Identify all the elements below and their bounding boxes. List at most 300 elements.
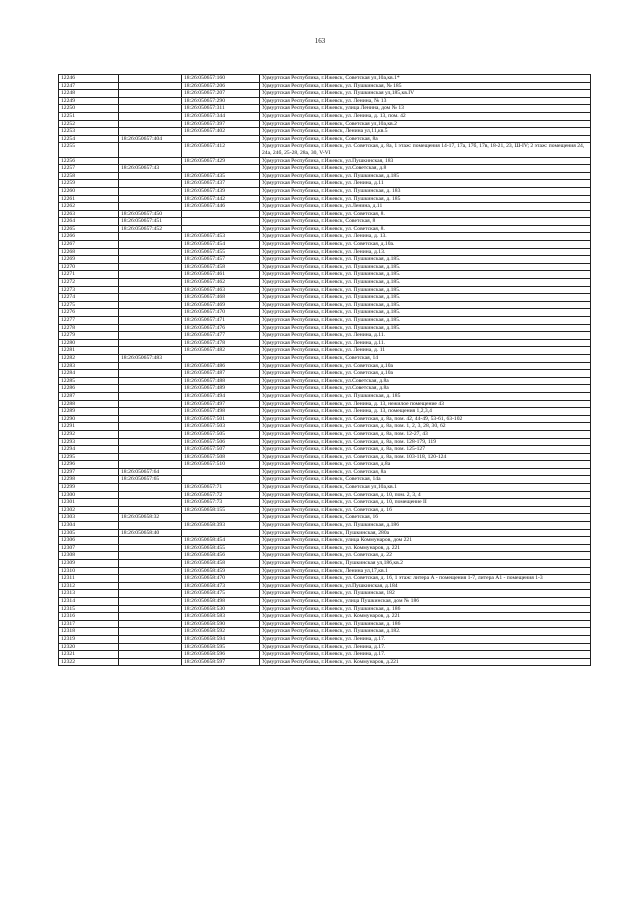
address-cell: Удмуртская Республика, г.Ижевск, ул. Ленина, № 13 [260, 97, 591, 105]
address-cell: Удмуртская Республика, г.Ижевск, ул. Ленина, д.13. [260, 248, 591, 256]
table-row [59, 180, 591, 188]
object-number-cell: 18:26:050657:344 [182, 112, 260, 120]
row-number-cell: 12261 [59, 195, 119, 203]
row-number-cell: 12268 [59, 248, 119, 256]
address-cell: Удмуртская Республика, г.Ижевск, ул. Пушкинская, д.185. [260, 294, 591, 302]
table-row [59, 112, 591, 120]
row-number-cell: 12310 [59, 567, 119, 575]
row-number-cell: 12256 [59, 157, 119, 165]
table-row [59, 635, 591, 643]
row-number-cell: 12291 [59, 423, 119, 431]
address-cell: Удмуртская Республика, г.Ижевск, улица Пушкинская, дом № 186 [260, 597, 591, 605]
table-row [59, 491, 591, 499]
address-cell: Удмуртская Республика, г.Ижевск, ул. Пушкинская, д.185. [260, 309, 591, 317]
table-row [59, 446, 591, 454]
table-row [59, 332, 591, 340]
object-number-cell: 18:26:050657:73 [182, 499, 260, 507]
address-cell: Удмуртская Республика, г.Ижевск, ул.Ленина, д.11 [260, 203, 591, 211]
parcel-number-cell [119, 575, 182, 583]
address-cell: Удмуртская Республика, г.Ижевск, ул. Советская, д. 8а, пом. 125-127 [260, 446, 591, 454]
row-number-cell: 12290 [59, 415, 119, 423]
table-row [59, 165, 591, 173]
object-number-cell: 18:26:050658:155 [182, 506, 260, 514]
parcel-number-cell [119, 446, 182, 454]
row-number-cell: 12288 [59, 400, 119, 408]
parcel-number-cell [119, 453, 182, 461]
parcel-number-cell [119, 484, 182, 492]
table-row [59, 620, 591, 628]
row-number-cell: 12258 [59, 172, 119, 180]
row-number-cell: 12259 [59, 180, 119, 188]
table-row [59, 143, 591, 157]
row-number-cell: 12306 [59, 537, 119, 545]
parcel-number-cell: 18:26:050657:404 [119, 135, 182, 143]
parcel-number-cell [119, 347, 182, 355]
table-row [59, 324, 591, 332]
row-number-cell: 12318 [59, 628, 119, 636]
table-row [59, 301, 591, 309]
object-number-cell: 18:26:050657:454 [182, 241, 260, 249]
parcel-number-cell [119, 461, 182, 469]
object-number-cell: 18:26:050657:508 [182, 453, 260, 461]
parcel-number-cell: 18:26:050657:64 [119, 468, 182, 476]
parcel-number-cell [119, 97, 182, 105]
row-number-cell: 12263 [59, 210, 119, 218]
parcel-number-cell [119, 157, 182, 165]
object-number-cell: 18:26:050658:595 [182, 643, 260, 651]
address-cell: Удмуртская Республика, г.Ижевск, ул. Ленина, д.11 [260, 180, 591, 188]
parcel-number-cell [119, 271, 182, 279]
object-number-cell: 18:26:050657:471 [182, 317, 260, 325]
table-row [59, 522, 591, 530]
row-number-cell: 12289 [59, 408, 119, 416]
row-number-cell: 12283 [59, 362, 119, 370]
address-cell: Удмуртская Республика, г.Ижевск, ул. Советская, д. 8а, пом. 12-27, 43 [260, 430, 591, 438]
address-cell: Удмуртская Республика, г.Ижевск, ул. Ленина, д. 13, нежилое помещение 43 [260, 400, 591, 408]
object-number-cell: 18:26:050657:476 [182, 324, 260, 332]
address-cell: Удмуртская Республика, г.Ижевск, ул. Советская, д. 16, 1 этаж: литера А - помещения 1-7, литера А1 - помещения 1-3 [260, 575, 591, 583]
object-number-cell: 18:26:050657:468 [182, 294, 260, 302]
table-row [59, 210, 591, 218]
table-row [59, 560, 591, 568]
table-row [59, 423, 591, 431]
object-number-cell [182, 476, 260, 484]
row-number-cell: 12271 [59, 271, 119, 279]
object-number-cell: 18:26:050657:463 [182, 286, 260, 294]
object-number-cell: 18:26:050657:439 [182, 187, 260, 195]
table-row [59, 582, 591, 590]
address-cell: Удмуртская Республика, г.Ижевск, ул. Коммунаров, д. 221 [260, 544, 591, 552]
table-row [59, 514, 591, 522]
object-number-cell: 18:26:050657:489 [182, 385, 260, 393]
table-row [59, 97, 591, 105]
table-row [59, 567, 591, 575]
table-row [59, 279, 591, 287]
object-number-cell: 18:26:050657:453 [182, 233, 260, 241]
table-row [59, 430, 591, 438]
table-row [59, 248, 591, 256]
address-cell: Удмуртская Республика, г.Ижевск, ул. Пушкинская, д.186 [260, 522, 591, 530]
address-cell: Удмуртская Республика, г.Ижевск, ул. Пушкинская, д.185. [260, 279, 591, 287]
parcel-number-cell [119, 537, 182, 545]
table-row [59, 90, 591, 98]
table-row [59, 105, 591, 113]
table-row [59, 658, 591, 666]
object-number-cell [182, 218, 260, 226]
object-number-cell: 18:26:050657:482 [182, 347, 260, 355]
row-number-cell: 12292 [59, 430, 119, 438]
table-row [59, 347, 591, 355]
parcel-number-cell [119, 651, 182, 659]
object-number-cell: 18:26:050657:160 [182, 75, 260, 83]
parcel-number-cell: 18:26:050657:483 [119, 354, 182, 362]
parcel-number-cell [119, 112, 182, 120]
parcel-number-cell [119, 408, 182, 416]
table-row [59, 75, 591, 83]
row-number-cell: 12252 [59, 120, 119, 128]
table-row [59, 392, 591, 400]
address-cell: Удмуртская Республика, г.Ижевск, ул. Пушкинская, д.185. [260, 271, 591, 279]
address-cell: Удмуртская Республика, г.Ижевск, Советская, 14а [260, 476, 591, 484]
object-number-cell: 18:26:050657:435 [182, 172, 260, 180]
parcel-number-cell [119, 187, 182, 195]
parcel-number-cell [119, 362, 182, 370]
object-number-cell: 18:26:050657:206 [182, 82, 260, 90]
object-number-cell [182, 225, 260, 233]
row-number-cell: 12287 [59, 392, 119, 400]
address-cell: Удмуртская Республика, г.Ижевск, ул. Советская, д. 8а, пом. 128-179, 119 [260, 438, 591, 446]
address-cell: Удмуртская Республика, г.Ижевск, ул. Ленина, д. 13. [260, 233, 591, 241]
parcel-number-cell [119, 392, 182, 400]
object-number-cell: 18:26:050658:530 [182, 605, 260, 613]
table-row [59, 552, 591, 560]
object-number-cell: 18:26:050657:290 [182, 97, 260, 105]
row-number-cell: 12285 [59, 377, 119, 385]
row-number-cell: 12298 [59, 476, 119, 484]
table-row [59, 575, 591, 583]
parcel-number-cell [119, 75, 182, 83]
address-cell: Удмуртская Республика, г.Ижевск, ул. Советская, 8. [260, 210, 591, 218]
row-number-cell: 12305 [59, 529, 119, 537]
table-row [59, 484, 591, 492]
parcel-number-cell [119, 567, 182, 575]
registry-body [59, 75, 591, 666]
parcel-number-cell [119, 370, 182, 378]
address-cell: Удмуртская Республика, г.Ижевск, ул. Ленина, д.17. [260, 635, 591, 643]
row-number-cell: 12320 [59, 643, 119, 651]
row-number-cell: 12313 [59, 590, 119, 598]
row-number-cell: 12267 [59, 241, 119, 249]
parcel-number-cell [119, 294, 182, 302]
address-cell: Удмуртская Республика, г.Ижевск, ул. Пушкинская, д. 183 [260, 187, 591, 195]
row-number-cell: 12316 [59, 613, 119, 621]
object-number-cell [182, 354, 260, 362]
parcel-number-cell [119, 544, 182, 552]
object-number-cell: 18:26:050658:592 [182, 628, 260, 636]
address-cell: Удмуртская Республика, г.Ижевск, ул. Советская, д. 10, пом. 2, 3, 4 [260, 491, 591, 499]
address-cell: Удмуртская Республика, г.Ижевск, ул. Коммунаров, д.221 [260, 658, 591, 666]
address-cell: Удмуртская Республика, г.Ижевск, улица Коммунаров, дом 221 [260, 537, 591, 545]
table-row [59, 377, 591, 385]
object-number-cell: 18:26:050657:442 [182, 195, 260, 203]
parcel-number-cell [119, 582, 182, 590]
row-number-cell: 12265 [59, 225, 119, 233]
row-number-cell: 12253 [59, 128, 119, 136]
table-row [59, 128, 591, 136]
address-cell: Удмуртская Республика, г.Ижевск, ул. Пушкинская, д. 186 [260, 620, 591, 628]
row-number-cell: 12282 [59, 354, 119, 362]
table-row [59, 370, 591, 378]
object-number-cell: 18:26:050657:507 [182, 446, 260, 454]
row-number-cell: 12276 [59, 309, 119, 317]
object-number-cell: 18:26:050657:469 [182, 301, 260, 309]
parcel-number-cell [119, 172, 182, 180]
row-number-cell: 12309 [59, 560, 119, 568]
address-cell: Удмуртская Республика, г.Ижевск, ул. Советская, д. 16 [260, 506, 591, 514]
object-number-cell: 18:26:050658:498 [182, 597, 260, 605]
address-cell: Удмуртская Республика, г.Ижевск, ул. Ленина, д.17. [260, 643, 591, 651]
table-row [59, 628, 591, 636]
table-row [59, 339, 591, 347]
parcel-number-cell [119, 438, 182, 446]
address-cell: Удмуртская Республика, г.Ижевск, ул.Советская, д.8а [260, 385, 591, 393]
parcel-number-cell [119, 522, 182, 530]
object-number-cell: 18:26:050657:503 [182, 423, 260, 431]
table-row [59, 529, 591, 537]
row-number-cell: 12296 [59, 461, 119, 469]
address-cell: Удмуртская Республика, г.Ижевск, ул. Ленина, д. 11 [260, 347, 591, 355]
object-number-cell: 18:26:050657:510 [182, 461, 260, 469]
object-number-cell: 18:26:050658:470 [182, 575, 260, 583]
parcel-number-cell [119, 423, 182, 431]
object-number-cell: 18:26:050657:501 [182, 415, 260, 423]
parcel-number-cell [119, 241, 182, 249]
row-number-cell: 12277 [59, 317, 119, 325]
page-number: 163 [314, 37, 326, 45]
parcel-number-cell [119, 635, 182, 643]
object-number-cell: 18:26:050657:397 [182, 120, 260, 128]
parcel-number-cell [119, 560, 182, 568]
object-number-cell [182, 529, 260, 537]
parcel-number-cell: 18:26:050657:451 [119, 218, 182, 226]
table-row [59, 590, 591, 598]
row-number-cell: 12266 [59, 233, 119, 241]
parcel-number-cell: 18:26:050657:452 [119, 225, 182, 233]
address-cell: Удмуртская Республика, г.Ижевск, ул. Пушкинская, д. 186 [260, 605, 591, 613]
table-row [59, 225, 591, 233]
parcel-number-cell [119, 628, 182, 636]
address-cell: Удмуртская Республика, г.Ижевск, ул. Советская, д.8а [260, 461, 591, 469]
parcel-number-cell [119, 613, 182, 621]
row-number-cell: 12302 [59, 506, 119, 514]
table-row [59, 613, 591, 621]
table-row [59, 233, 591, 241]
object-number-cell: 18:26:050657:461 [182, 271, 260, 279]
address-cell: Удмуртская Республика, г.Ижевск, ул. Советская, 8а [260, 468, 591, 476]
parcel-number-cell: 18:26:050658:40 [119, 529, 182, 537]
parcel-number-cell [119, 128, 182, 136]
object-number-cell: 18:26:050657:455 [182, 248, 260, 256]
table-row [59, 172, 591, 180]
row-number-cell: 12314 [59, 597, 119, 605]
parcel-number-cell [119, 309, 182, 317]
object-number-cell: 18:26:050658:475 [182, 590, 260, 598]
object-number-cell [182, 210, 260, 218]
address-cell: Удмуртская Республика, г.Ижевск, ул. Советская, д. 22 [260, 552, 591, 560]
parcel-number-cell [119, 605, 182, 613]
address-cell: Удмуртская Республика, г.Ижевск, ул. Ленина, д.17. [260, 651, 591, 659]
object-number-cell: 18:26:050658:455 [182, 544, 260, 552]
object-number-cell: 18:26:050658:473 [182, 582, 260, 590]
table-row [59, 135, 591, 143]
parcel-number-cell [119, 90, 182, 98]
address-cell: Удмуртская Республика, г.Ижевск, ул. Советская, д. 8а, пом. 42, 44-49, 53-61, 63-102 [260, 415, 591, 423]
row-number-cell: 12269 [59, 256, 119, 264]
address-cell: Удмуртская Республика, г.Ижевск, ул. Советская, д. 8а, 1 этаж: помещения 14-17, 17а, 17б, 17в, 18-21, 23, Ш-IV; 2 этаж: помещения 24, 24а, 24б, 25-28, 28а, 30, V-VI [260, 143, 591, 157]
object-number-cell: 18:26:050657:458 [182, 263, 260, 271]
row-number-cell: 12281 [59, 347, 119, 355]
object-number-cell: 18:26:050657:402 [182, 128, 260, 136]
row-number-cell: 12249 [59, 97, 119, 105]
table-row [59, 317, 591, 325]
table-row [59, 203, 591, 211]
parcel-number-cell [119, 248, 182, 256]
address-cell: Удмуртская Республика, г.Ижевск, Ленина ул,17,кв.1 [260, 567, 591, 575]
object-number-cell: 18:26:050657:506 [182, 438, 260, 446]
parcel-number-cell [119, 552, 182, 560]
address-cell: Удмуртская Республика, г.Ижевск, Пушкинская, 280а [260, 529, 591, 537]
object-number-cell: 18:26:050657:72 [182, 491, 260, 499]
object-number-cell: 18:26:050657:487 [182, 370, 260, 378]
address-cell: Удмуртская Республика, г.Ижевск, ул.Пушкинская, 183 [260, 157, 591, 165]
address-cell: Удмуртская Республика, г.Ижевск, ул. Ленина, д.11. [260, 339, 591, 347]
parcel-number-cell [119, 301, 182, 309]
address-cell: Удмуртская Республика, г.Ижевск, ул. Советская, д.10а [260, 370, 591, 378]
parcel-number-cell [119, 120, 182, 128]
parcel-number-cell: 18:26:050657:450 [119, 210, 182, 218]
object-number-cell: 18:26:050658:393 [182, 522, 260, 530]
table-row [59, 157, 591, 165]
address-cell: Удмуртская Республика, г.Ижевск, ул. Пушкинская, д.185. [260, 286, 591, 294]
table-row [59, 400, 591, 408]
table-row [59, 537, 591, 545]
row-number-cell: 12272 [59, 279, 119, 287]
address-cell: Удмуртская Республика, г.Ижевск, ул. Пушкинская, д.185. [260, 317, 591, 325]
row-number-cell: 12250 [59, 105, 119, 113]
table-row [59, 499, 591, 507]
row-number-cell: 12304 [59, 522, 119, 530]
table-row [59, 476, 591, 484]
parcel-number-cell [119, 499, 182, 507]
row-number-cell: 12248 [59, 90, 119, 98]
row-number-cell: 12262 [59, 203, 119, 211]
address-cell: Удмуртская Республика, г.Ижевск, ул. Пушкинская, № 185 [260, 82, 591, 90]
row-number-cell: 12293 [59, 438, 119, 446]
row-number-cell: 12312 [59, 582, 119, 590]
address-cell: Удмуртская Республика, г.Ижевск, ул.Советская, д.8 [260, 165, 591, 173]
object-number-cell: 18:26:050657:429 [182, 157, 260, 165]
row-number-cell: 12255 [59, 143, 119, 157]
row-number-cell: 12299 [59, 484, 119, 492]
parcel-number-cell [119, 180, 182, 188]
address-cell: Удмуртская Республика, г.Ижевск, ул. Пушкинская, д.185. [260, 324, 591, 332]
parcel-number-cell [119, 317, 182, 325]
address-cell: Удмуртская Республика, г.Ижевск, ул. Пушкинская, д.185. [260, 256, 591, 264]
table-row [59, 544, 591, 552]
table-row [59, 362, 591, 370]
table-row [59, 506, 591, 514]
registry-table [58, 74, 591, 666]
object-number-cell: 18:26:050658:596 [182, 651, 260, 659]
object-number-cell: 18:26:050657:311 [182, 105, 260, 113]
table-row [59, 597, 591, 605]
row-number-cell: 12284 [59, 370, 119, 378]
row-number-cell: 12254 [59, 135, 119, 143]
address-cell: Удмуртская Республика, г.Ижевск, ул. Пушкинская, д.185 [260, 172, 591, 180]
row-number-cell: 12315 [59, 605, 119, 613]
parcel-number-cell [119, 143, 182, 157]
row-number-cell: 12251 [59, 112, 119, 120]
object-number-cell [182, 165, 260, 173]
object-number-cell: 18:26:050657:486 [182, 362, 260, 370]
row-number-cell: 12275 [59, 301, 119, 309]
address-cell: Удмуртская Республика, г.Ижевск, Советская, 16 [260, 514, 591, 522]
table-row [59, 263, 591, 271]
table-row [59, 241, 591, 249]
row-number-cell: 12303 [59, 514, 119, 522]
address-cell: Удмуртская Республика, г.Ижевск, Ленина ул,11,кв.5 [260, 128, 591, 136]
table-row [59, 187, 591, 195]
object-number-cell: 18:26:050657:498 [182, 408, 260, 416]
object-number-cell: 18:26:050658:458 [182, 560, 260, 568]
address-cell: Удмуртская Республика, г.Ижевск, ул. Советская, д.10а. [260, 241, 591, 249]
row-number-cell: 12247 [59, 82, 119, 90]
object-number-cell: 18:26:050657:488 [182, 377, 260, 385]
address-cell: Удмуртская Республика, г.Ижевск, ул. Советская, д.10а [260, 362, 591, 370]
row-number-cell: 12308 [59, 552, 119, 560]
table-row [59, 309, 591, 317]
address-cell: Удмуртская Республика, г.Ижевск, ул. Советская, д. 8а, пом. 103-118, 120-124 [260, 453, 591, 461]
table-row [59, 408, 591, 416]
row-number-cell: 12321 [59, 651, 119, 659]
table-row [59, 271, 591, 279]
row-number-cell: 12270 [59, 263, 119, 271]
row-number-cell: 12279 [59, 332, 119, 340]
parcel-number-cell [119, 279, 182, 287]
address-cell: Удмуртская Республика, г.Ижевск, улица Ленина, дом № 13 [260, 105, 591, 113]
table-row [59, 643, 591, 651]
table-row [59, 415, 591, 423]
address-cell: Удмуртская Республика, г.Ижевск, ул. Пушкинская, д.185. [260, 263, 591, 271]
parcel-number-cell [119, 506, 182, 514]
table-row [59, 354, 591, 362]
row-number-cell: 12297 [59, 468, 119, 476]
row-number-cell: 12301 [59, 499, 119, 507]
table-row [59, 256, 591, 264]
row-number-cell: 12274 [59, 294, 119, 302]
row-number-cell: 12319 [59, 635, 119, 643]
parcel-number-cell [119, 286, 182, 294]
parcel-number-cell [119, 105, 182, 113]
parcel-number-cell [119, 643, 182, 651]
table-row [59, 286, 591, 294]
address-cell: Удмуртская Республика, г.Ижевск, Советская, 8 [260, 218, 591, 226]
parcel-number-cell [119, 195, 182, 203]
table-row [59, 218, 591, 226]
address-cell: Удмуртская Республика, г.Ижевск, Советская, 8а [260, 135, 591, 143]
row-number-cell: 12246 [59, 75, 119, 83]
address-cell: Удмуртская Республика, г.Ижевск, ул.Советская, д.8а [260, 377, 591, 385]
